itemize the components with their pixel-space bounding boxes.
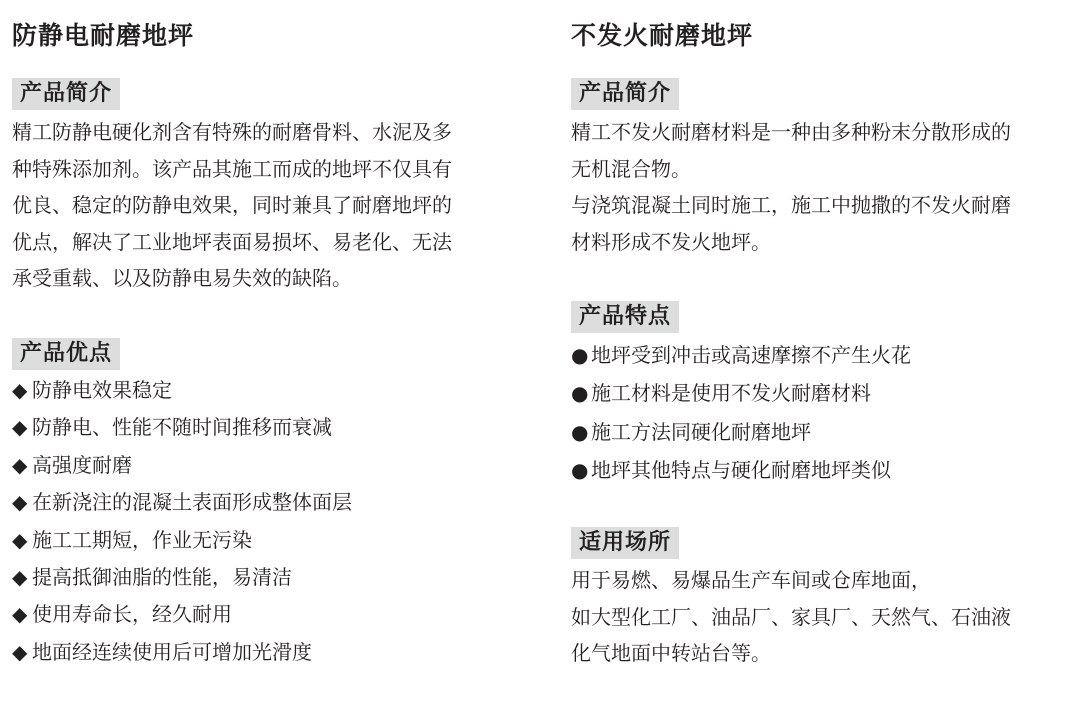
features-list — [571, 336, 911, 489]
left-intro-line: 优良、稳定的防静电效果，同时兼具了耐磨地坪的 — [12, 193, 452, 217]
list-item: ● 施工方法同硬化耐磨地坪 — [571, 413, 911, 451]
list-item: ◆ 提高抵御油脂的性能，易清洁 — [12, 559, 352, 596]
right-intro-paragraph — [571, 114, 1011, 260]
circle-bullet-icon: ● — [571, 419, 589, 444]
diamond-bullet-icon: ◆ — [12, 415, 28, 440]
applications-line: 化气地面中转站台等。 — [571, 641, 771, 665]
left-intro-line: 精工防静电硬化剂含有特殊的耐磨骨料、水泥及多 — [12, 120, 452, 144]
right-intro-line: 精工不发火耐磨材料是一种由多种粉末分散形成的 — [571, 120, 1011, 144]
left-intro-line: 承受重载、以及防静电易失效的缺陷。 — [12, 266, 352, 290]
list-item: ◆ 高强度耐磨 — [12, 447, 352, 484]
applications-line: 用于易燃、易爆品生产车间或仓库地面， — [571, 568, 931, 592]
list-item: ◆ 防静电效果稳定 — [12, 372, 352, 409]
list-item: ◆ 地面经连续使用后可增加光滑度 — [12, 634, 352, 671]
left-title: 防静电耐磨地坪 — [12, 21, 195, 50]
right-title: 不发火耐磨地坪 — [571, 21, 754, 50]
diamond-bullet-icon: ◆ — [12, 378, 28, 402]
list-item: ◆ 防静电、性能不随时间推移而衰减 — [12, 409, 352, 446]
diamond-bullet-icon: ◆ — [12, 602, 28, 627]
right-intro-line: 与浇筑混凝土同时施工，施工中抛撒的不发火耐磨 — [571, 193, 1011, 217]
circle-bullet-icon: ● — [571, 457, 589, 482]
diamond-bullet-icon: ◆ — [12, 564, 28, 589]
diamond-bullet-icon: ◆ — [12, 639, 28, 664]
diamond-bullet-icon: ◆ — [12, 452, 28, 477]
right-intro-heading: 产品简介 — [571, 78, 679, 110]
left-intro-heading: 产品简介 — [12, 78, 120, 110]
applications-heading: 适用场所 — [571, 527, 679, 559]
left-intro-paragraph — [12, 114, 452, 297]
advantages-heading: 产品优点 — [12, 338, 120, 370]
right-intro-line: 无机混合物。 — [571, 156, 691, 181]
circle-bullet-icon: ● — [571, 381, 589, 406]
advantages-list — [12, 372, 352, 671]
diamond-bullet-icon: ◆ — [12, 527, 28, 552]
left-intro-line: 种特殊添加剂。该产品其施工而成的地坪不仅具有 — [12, 156, 452, 181]
circle-bullet-icon: ● — [571, 343, 589, 367]
list-item: ◆ 在新浇注的混凝土表面形成整体面层 — [12, 484, 352, 521]
applications-line: 如大型化工厂、油品厂、家具厂、天然气、石油液 — [571, 604, 1011, 629]
features-heading: 产品特点 — [571, 301, 679, 333]
list-item: ● 地坪其他特点与硬化耐磨地坪类似 — [571, 451, 911, 489]
diamond-bullet-icon: ◆ — [12, 490, 28, 515]
right-intro-line: 材料形成不发火地坪。 — [571, 229, 771, 254]
list-item: ◆ 施工工期短，作业无污染 — [12, 522, 352, 559]
list-item: ● 施工材料是使用不发火耐磨材料 — [571, 374, 911, 412]
applications-paragraph — [571, 562, 1011, 672]
list-item: ◆ 使用寿命长，经久耐用 — [12, 596, 352, 633]
left-intro-line: 优点，解决了工业地坪表面易损坏、易老化、无法 — [12, 229, 452, 254]
list-item: ● 地坪受到冲击或高速摩擦不产生火花 — [571, 336, 911, 374]
